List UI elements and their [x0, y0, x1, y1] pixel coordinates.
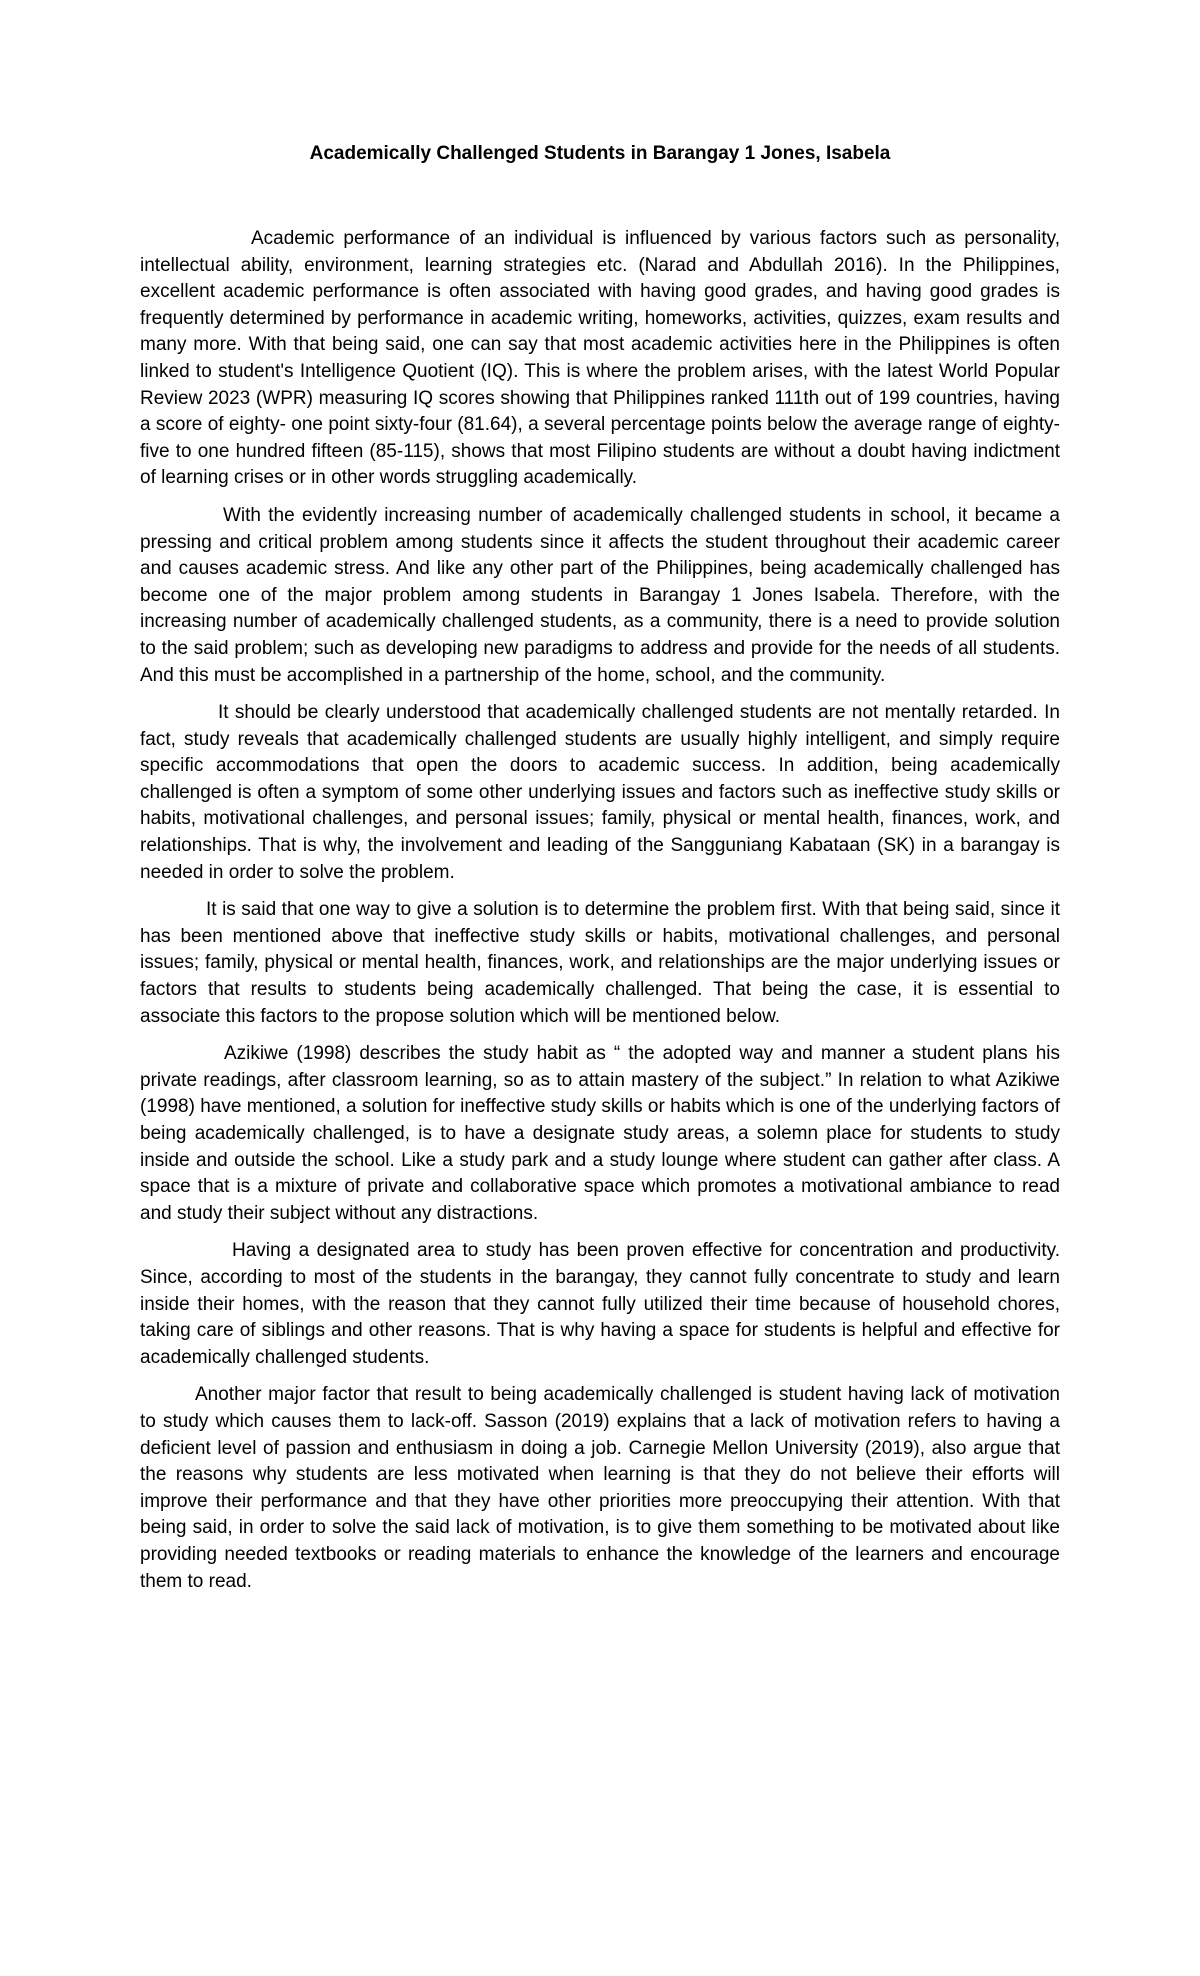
paragraph-6: Having a designated area to study has been proven effective for concentration and productivity. Since, according to most of the students in the barangay, they cannot fully concentrate to study and learn inside their homes, with the reason that they cannot fully utilized their time because of household chores, taking care of siblings and other reasons. That is why having a space for students is helpful and effective for academically challenged students. [140, 1240, 1060, 1368]
paragraph-7: Another major factor that result to being academically challenged is student having lack of motivation to study which causes them to lack-off. Sasson (2019) explains that a lack of motivation refers to having a deficient level of passion and enthusiasm in doing a job. Carnegie Mellon University (2019), also argue that the reasons why students are less motivated when learning is that they do not believe their efforts will improve their performance and that they have other priorities more preoccupying their attention. With that being said, in order to solve the said lack of motivation, is to give them something to be motivated about like providing needed textbooks or reading materials to enhance the knowledge of the learners and encourage them to read. [140, 1384, 1060, 1592]
paragraph-1: Academic performance of an individual is influenced by various factors such as personality, intellectual ability, environment, learning strategies etc. (Narad and Abdullah 2016). In the Philippines, excellent academic performance is often associated with having good grades, and having good grades is frequently determined by performance in academic writing, homeworks, activities, quizzes, exam results and many more. With that being said, one can say that most academic activities here in the Philippines is often linked to student's Intelligence Quotient (IQ). This is where the problem arises, with the latest World Popular Review 2023 (WPR) measuring IQ scores showing that Philippines ranked 111th out of 199 countries, having a score of eighty- one point sixty-four (81.64), a several percentage points below the average range of eighty-five to one hundred fifteen (85-115), shows that most Filipino students are without a doubt having indictment of learning crises or in other words struggling academically. [140, 228, 1060, 489]
paragraph-2: With the evidently increasing number of academically challenged students in school, it became a pressing and critical problem among students since it affects the student throughout their academic career and causes academic stress. And like any other part of the Philippines, being academically challenged has become one of the major problem among students in Barangay 1 Jones Isabela. Therefore, with the increasing number of academically challenged students, as a community, there is a need to provide solution to the said problem; such as developing new paradigms to address and provide for the needs of all students. And this must be accomplished in a partnership of the home, school, and the community. [140, 504, 1060, 686]
document-title: Academically Challenged Students in Barangay 1 Jones, Isabela [309, 143, 891, 164]
document-body [140, 226, 1060, 1606]
paragraph-3: It should be clearly understood that academically challenged students are not mentally retarded. In fact, study reveals that academically challenged students are usually highly intelligent, and simply require specific accommodations that open the doors to academic success. In addition, being academically challenged is often a symptom of some other underlying issues and factors such as ineffective study skills or habits, motivational challenges, and personal issues; family, physical or mental health, finances, work, and relationships. That is why, the involvement and leading of the Sangguniang Kabataan (SK) in a barangay is needed in order to solve the problem. [140, 702, 1060, 883]
paragraph-5: Azikiwe (1998) describes the study habit as “ the adopted way and manner a student plans his private readings, after classroom learning, so as to attain mastery of the subject.” In relation to what Azikiwe (1998) have mentioned, a solution for ineffective study skills or habits which is one of the underlying factors of being academically challenged, is to have a designate study areas, a solemn place for students to study inside and outside the school. Like a study park and a study lounge where student can gather after class. A space that is a mixture of private and collaborative space which promotes a motivational ambiance to read and study their subject without any distractions. [140, 1043, 1060, 1224]
paragraph-4: It is said that one way to give a solution is to determine the problem first. With that being said, since it has been mentioned above that ineffective study skills or habits, motivational challenges, and personal issues; family, physical or mental health, finances, work, and relationships are the major underlying issues or factors that results to students being academically challenged. That being the case, it is essential to associate this factors to the propose solution which will be mentioned below. [140, 899, 1060, 1027]
